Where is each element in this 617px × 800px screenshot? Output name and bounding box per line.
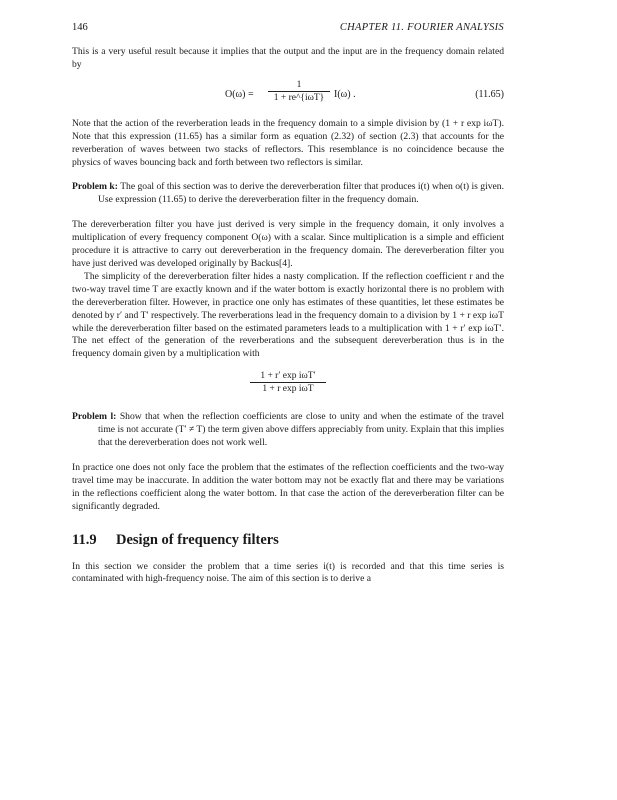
- section-title: Design of frequency filters: [116, 531, 279, 548]
- chapter-title: CHAPTER 11. FOURIER ANALYSIS: [339, 22, 504, 33]
- running-header: [72, 18, 504, 38]
- problem-label: Problem k:: [72, 181, 118, 193]
- paragraph-frequency-filters-intro: In this section we consider the problem that a time series i(t) is recorded and that this time series is contaminated with high-frequency noise. The aim of this section is to derive a: [72, 560, 504, 585]
- equation-lhs: O(ω) =: [225, 88, 254, 100]
- problem-text: Show that when the reflection coefficients are close to unity and when the estimate of the travel time is not accurate (T′ ≠ T) the term given above differs appreciably from unity. Explain that this implies that the dereverberation does not work well.: [98, 411, 504, 449]
- paragraph-nasty-complication: The simplicity of the dereverberation filter hides a nasty complication. If the reflection coefficient r and the two-way travel time T are exactly known and if the water bottom is exactly horizontal there is no problem with the dereverberation filter. However, in practice one only has estimates of these quantities, let these estimates be denoted by r′ and T′ respectively. The reverberations lead in the frequency domain to a division by 1 + r exp iωT while the dereverberation filter based on the estimated parameters leads to a multiplication with 1 + r′ exp iωT′. The net effect of the generation of the reverberations and the subsequent dereverberation thus is in the frequency domain given by a multiplication with: [72, 270, 504, 360]
- ratio-denominator: 1 + r exp iωT: [262, 384, 314, 395]
- ratio-numerator: 1 + r′ exp iωT′: [250, 371, 326, 383]
- problem-l: [72, 411, 504, 450]
- ratio-fraction: [250, 371, 326, 394]
- page-number: 146: [72, 22, 88, 33]
- problem-k: [72, 181, 504, 207]
- fraction-numerator: 1: [268, 80, 330, 92]
- paragraph-practice-problems: In practice one does not only face the problem that the estimates of the reflection coefficients and the two-way travel time may be inaccurate. In addition the water bottom may not be exactly flat and there may be variations in the reflections coefficient along the water bottom. In that case the action of the dereverberation filter can be significantly degraded.: [72, 461, 504, 512]
- document-page: [72, 18, 504, 586]
- equation-11-65: [72, 80, 504, 110]
- paragraph-output-input-relation: This is a very useful result because it implies that the output and the input are in the frequency domain related by: [72, 46, 504, 70]
- problem-text: The goal of this section was to derive the dereverberation filter that produces i(t) when o(t) is given. Use expression (11.65) to derive the dereverberation filter in the frequency domain.: [98, 181, 505, 206]
- fraction-denominator: 1 + re^{iωT}: [273, 92, 325, 103]
- equation-ratio: [72, 369, 504, 403]
- paragraph-reverberation-division: Note that the action of the reverberation leads in the frequency domain to a simple division by (1 + r exp iωT). Note that this expression (11.65) has a similar form as equation (2.32) of section (2.3) that accounts for the reverberation of waves between two stacks of reflectors. This resemblance is no coincidence because the physics of waves bouncing back and forth between two reflectors is similar.: [72, 117, 504, 168]
- equation-rhs: I(ω) .: [334, 88, 356, 100]
- equation-number: (11.65): [475, 88, 504, 100]
- paragraph-dereverberation-filter: The dereverberation filter you have just derived is very simple in the frequency domain, it only involves a multiplication of every frequency component O(ω) with a scalar. Since multiplication is a simple and efficient procedure it is attractive to carry out dereverberation in the frequency domain. The dereverberation filter you have just derived was developed originally by Backus[4].: [72, 219, 504, 269]
- section-heading: [72, 532, 504, 549]
- problem-label: Problem l:: [72, 411, 117, 423]
- section-number: 11.9: [72, 531, 97, 548]
- equation-fraction: [268, 80, 330, 103]
